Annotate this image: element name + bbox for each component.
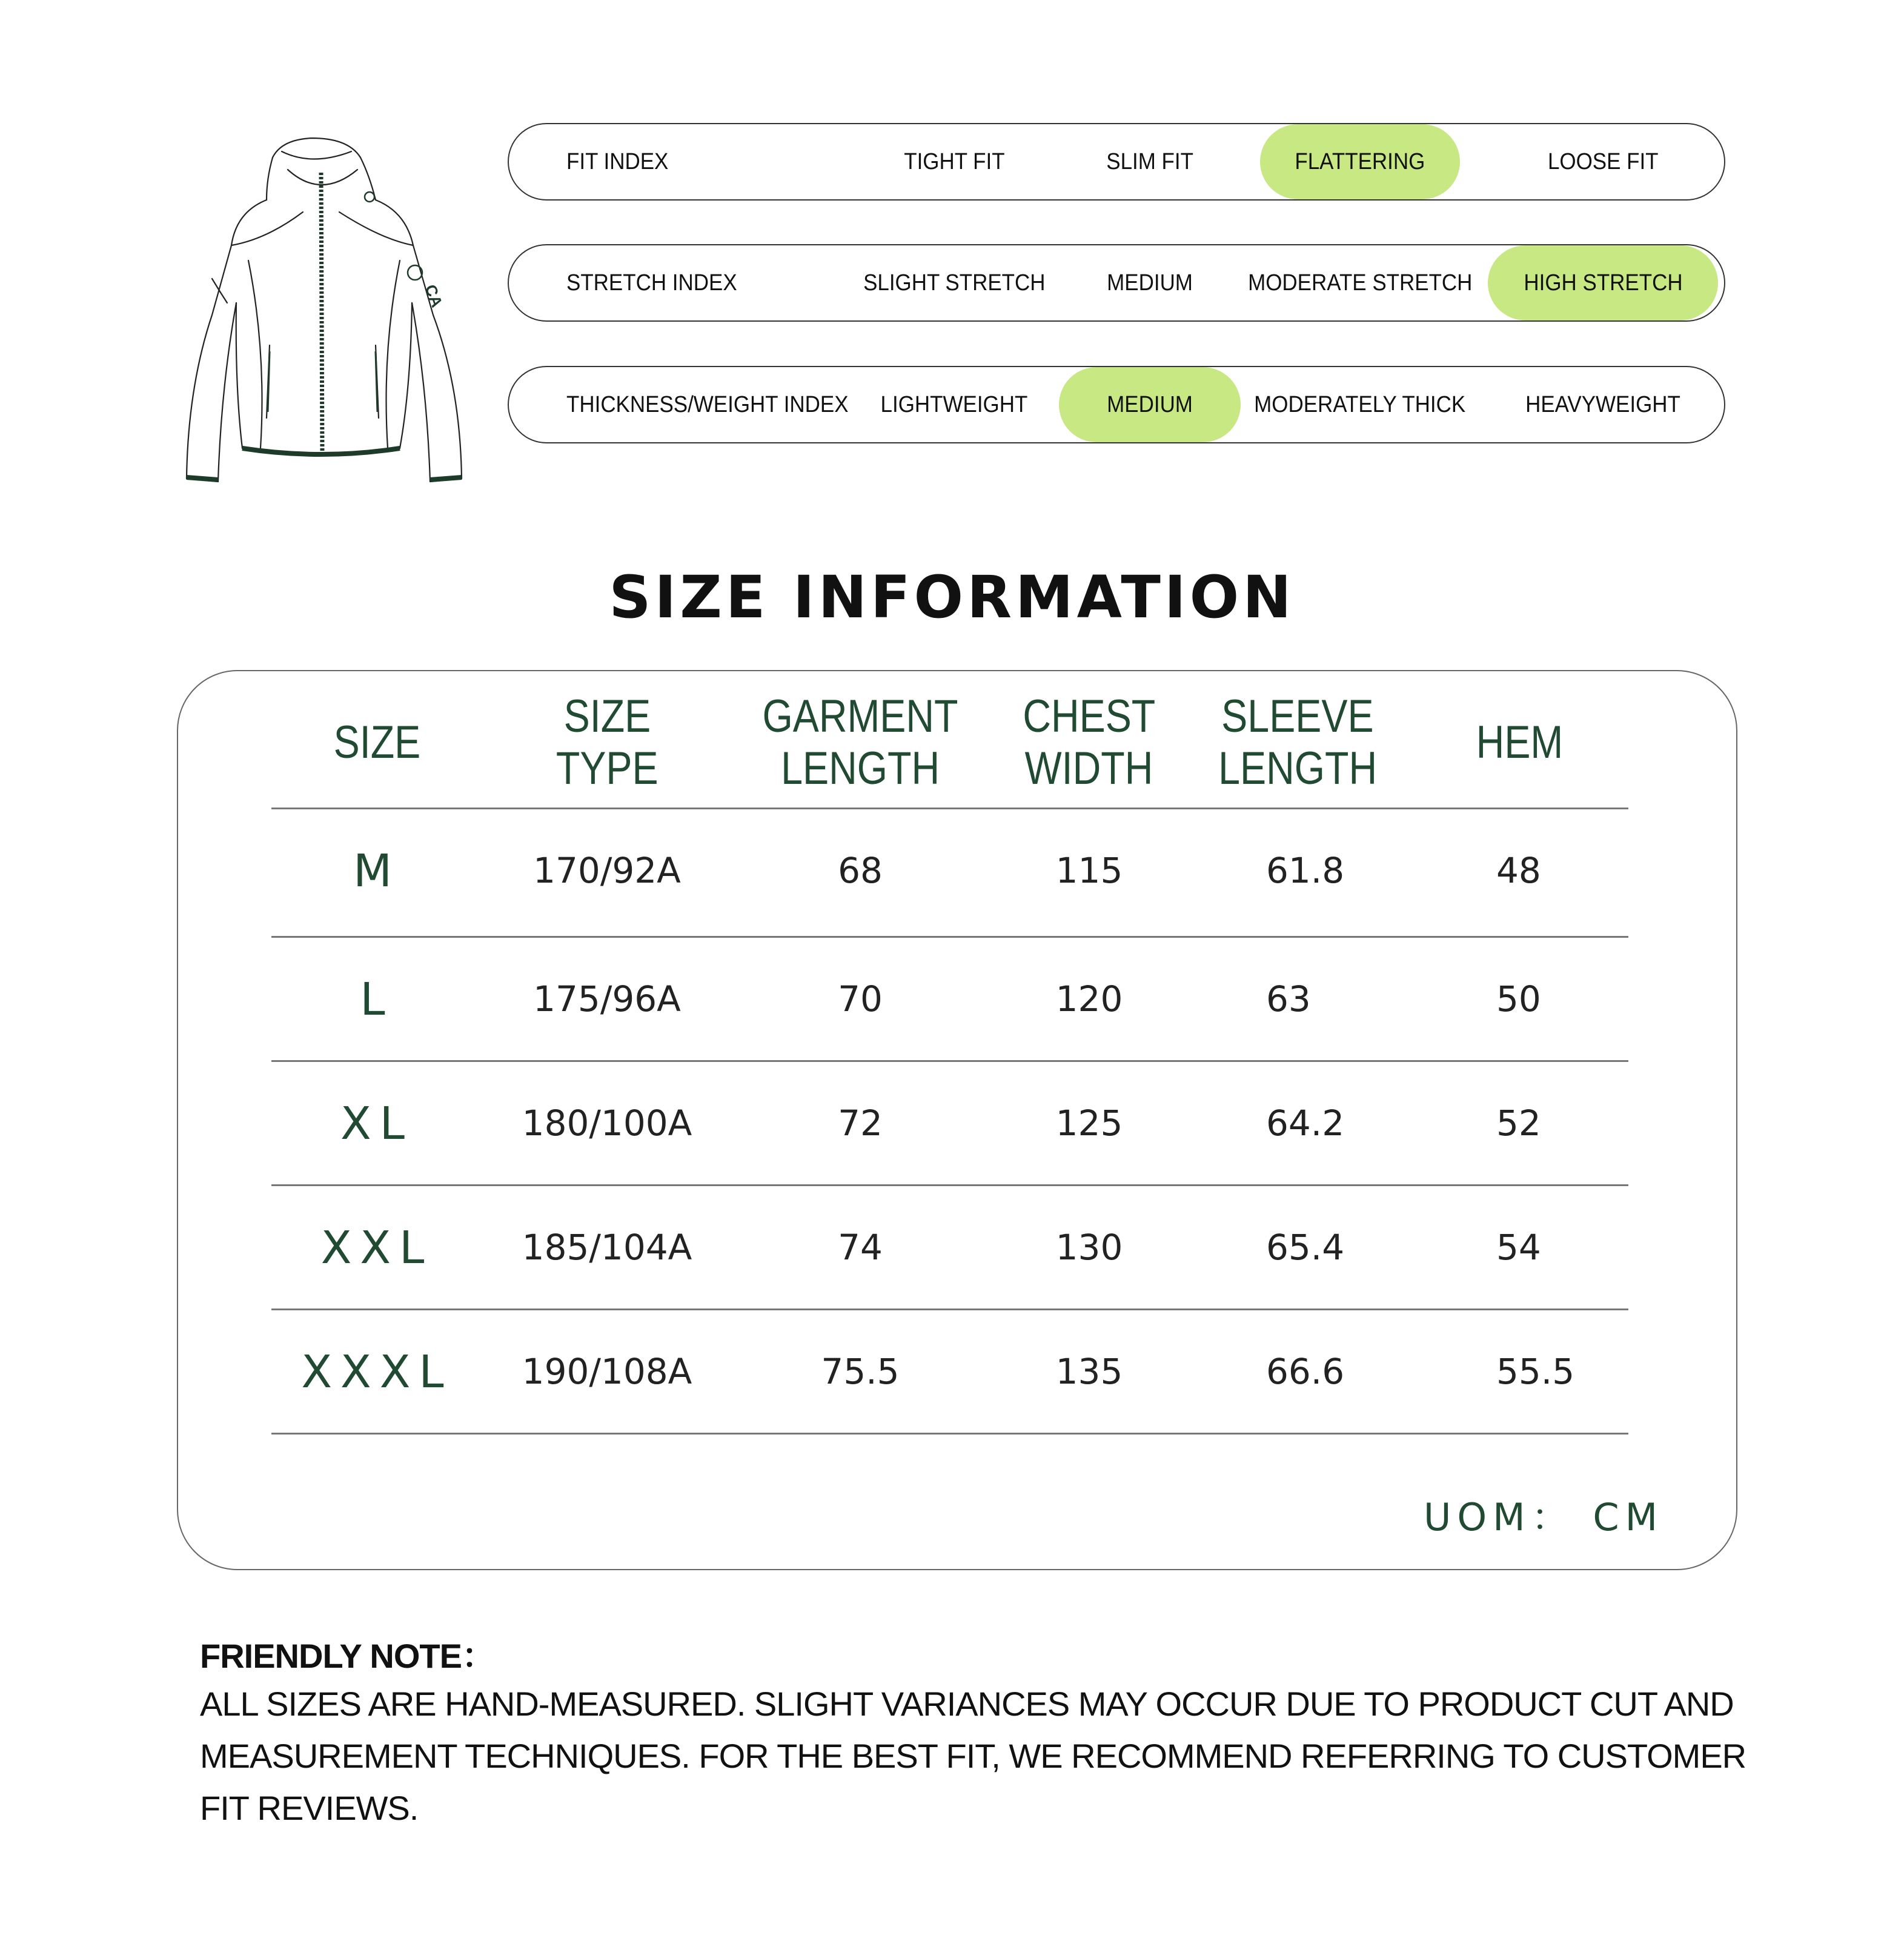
column-header: SLEEVE LENGTH: [1218, 691, 1378, 794]
table-cell: 190/108A: [522, 1351, 692, 1392]
row-divider: [271, 1309, 1628, 1310]
index-option: TIGHT FIT: [903, 148, 1005, 174]
column-header: GARMENT LENGTH: [762, 691, 958, 794]
table-cell: 52: [1496, 1103, 1541, 1144]
index-option: HEAVYWEIGHT: [1525, 391, 1680, 417]
table-cell: 64.2: [1266, 1103, 1345, 1144]
index-option: MEDIUM: [1107, 270, 1193, 296]
row-divider: [271, 1060, 1628, 1062]
jacket-logo: CA: [421, 282, 446, 310]
table-cell: 115: [1055, 850, 1123, 891]
table-cell: 175/96A: [533, 978, 681, 1020]
table-cell: 68: [838, 850, 883, 891]
column-header: SIZE TYPE: [556, 691, 658, 794]
size-label: M: [353, 845, 400, 897]
jacket-illustration: [176, 133, 473, 497]
friendly-note-title: FRIENDLY NOTE：: [200, 1637, 495, 1675]
index-row-1: [508, 244, 1725, 322]
row-divider: [271, 936, 1628, 938]
row-divider: [271, 808, 1628, 809]
table-cell: 185/104A: [522, 1227, 692, 1268]
size-label: XL: [340, 1098, 413, 1150]
size-label: L: [360, 973, 394, 1026]
table-cell: 135: [1055, 1351, 1123, 1392]
index-option: LOOSE FIT: [1547, 148, 1659, 174]
table-cell: 54: [1496, 1227, 1541, 1268]
table-cell: 125: [1055, 1103, 1123, 1144]
table-cell: 70: [838, 978, 883, 1020]
table-cell: 130: [1055, 1227, 1123, 1268]
row-divider: [271, 1184, 1628, 1186]
table-cell: 74: [838, 1227, 883, 1268]
table-cell: 180/100A: [522, 1103, 692, 1144]
index-option: SLIGHT STRETCH: [863, 270, 1046, 296]
size-label: XXL: [320, 1222, 433, 1274]
table-cell: 55.5: [1496, 1351, 1575, 1392]
index-option: SLIM FIT: [1106, 148, 1193, 174]
index-option: LIGHTWEIGHT: [880, 391, 1028, 417]
index-option: MODERATE STRETCH: [1247, 270, 1473, 296]
size-label: XXXL: [301, 1346, 453, 1398]
row-divider: [271, 1433, 1628, 1435]
table-cell: 72: [838, 1103, 883, 1144]
table-cell: 66.6: [1266, 1351, 1345, 1392]
unit-of-measure: UOM： CM: [1424, 1495, 1664, 1539]
friendly-note-body: ALL SIZES ARE HAND-MEASURED. SLIGHT VARIANCES MAY OCCUR DUE TO PRODUCT CUT AND MEASUREMENT TECHNIQUES. FOR THE BEST FIT, WE RECOMMEND REFERRING TO CUSTOMER FIT REVIEWS.: [200, 1685, 1746, 1827]
table-cell: 170/92A: [533, 850, 681, 891]
table-cell: 50: [1496, 978, 1541, 1020]
index-row-0: [508, 123, 1725, 201]
table-cell: 65.4: [1266, 1227, 1345, 1268]
table-cell: 120: [1055, 978, 1123, 1020]
index-option-selected: HIGH STRETCH: [1488, 245, 1718, 320]
column-header: SIZE: [333, 717, 420, 768]
table-cell: 48: [1496, 850, 1541, 891]
index-row-2: [508, 366, 1725, 443]
index-option-selected: MEDIUM: [1059, 367, 1241, 442]
column-header: CHEST WIDTH: [1023, 691, 1156, 794]
table-cell: 61.8: [1266, 850, 1345, 891]
index-label: THICKNESS/WEIGHT INDEX: [566, 391, 849, 417]
index-label: STRETCH INDEX: [566, 270, 737, 296]
table-cell: 75.5: [821, 1351, 900, 1392]
index-label: FIT INDEX: [566, 148, 669, 174]
index-option: MODERATELY THICK: [1254, 391, 1466, 417]
index-option-selected: FLATTERING: [1260, 124, 1460, 199]
page-title: SIZE INFORMATION: [609, 563, 1295, 631]
table-cell: 63: [1266, 978, 1311, 1020]
column-header: HEM: [1476, 717, 1563, 768]
